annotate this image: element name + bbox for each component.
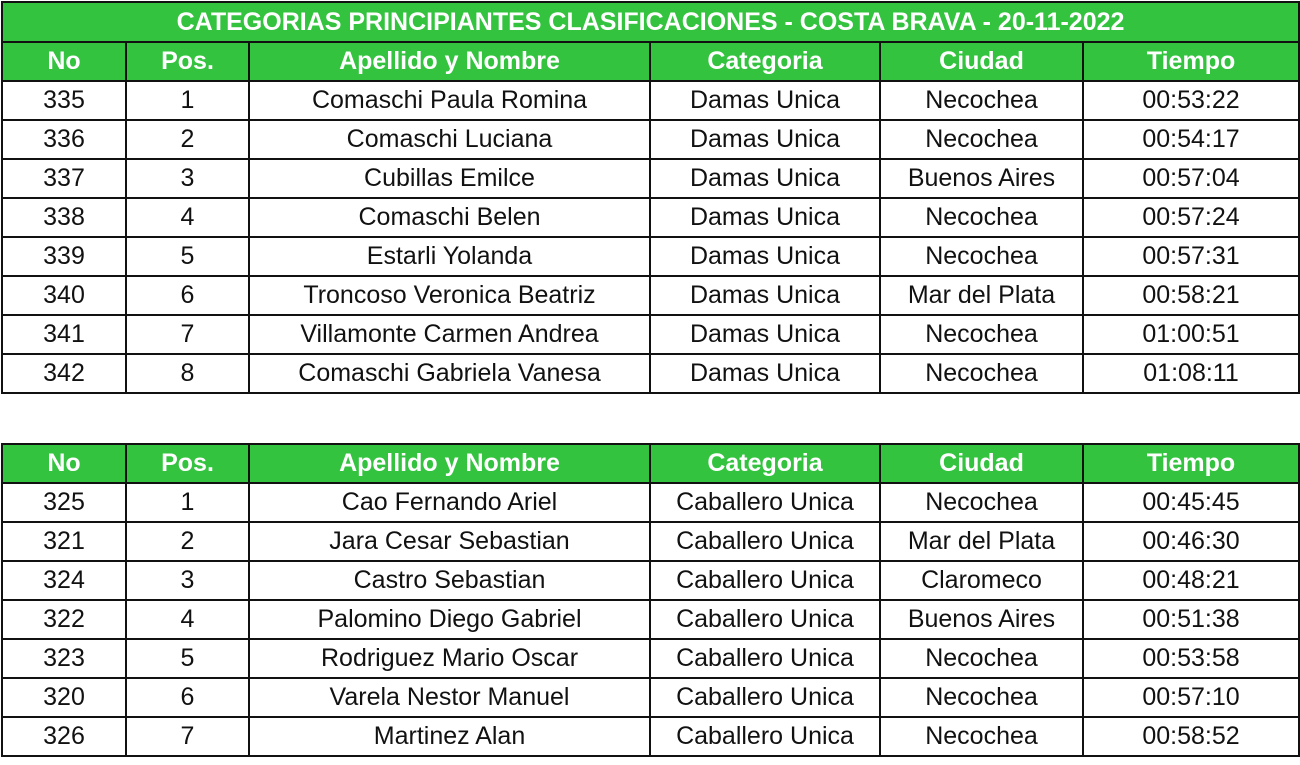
cell-no: 321 bbox=[2, 522, 126, 561]
cell-city: Necochea bbox=[880, 717, 1083, 756]
cell-time: 00:53:22 bbox=[1083, 81, 1299, 120]
table-row bbox=[2, 483, 1299, 522]
cell-time: 00:57:24 bbox=[1083, 198, 1299, 237]
table-row bbox=[2, 561, 1299, 600]
cell-category: Caballero Unica bbox=[650, 717, 880, 756]
cell-name: Jara Cesar Sebastian bbox=[249, 522, 650, 561]
cell-time: 01:00:51 bbox=[1083, 315, 1299, 354]
cell-name: Varela Nestor Manuel bbox=[249, 678, 650, 717]
table-row bbox=[2, 600, 1299, 639]
cell-time: 00:58:21 bbox=[1083, 276, 1299, 315]
table-row bbox=[2, 120, 1299, 159]
cell-time: 00:45:45 bbox=[1083, 483, 1299, 522]
cell-city: Buenos Aires bbox=[880, 159, 1083, 198]
cell-pos: 3 bbox=[126, 159, 249, 198]
column-header-time: Tiempo bbox=[1083, 42, 1299, 81]
column-header-no: No bbox=[2, 42, 126, 81]
cell-city: Necochea bbox=[880, 81, 1083, 120]
table-row bbox=[2, 159, 1299, 198]
cell-pos: 2 bbox=[126, 522, 249, 561]
cell-city: Claromeco bbox=[880, 561, 1083, 600]
cell-city: Necochea bbox=[880, 483, 1083, 522]
column-header-name: Apellido y Nombre bbox=[249, 444, 650, 483]
cell-category: Damas Unica bbox=[650, 81, 880, 120]
cell-no: 320 bbox=[2, 678, 126, 717]
column-header-pos: Pos. bbox=[126, 444, 249, 483]
results-table-damas bbox=[1, 1, 1300, 394]
column-header-name: Apellido y Nombre bbox=[249, 42, 650, 81]
cell-pos: 7 bbox=[126, 315, 249, 354]
cell-pos: 1 bbox=[126, 81, 249, 120]
sheet-title: CATEGORIAS PRINCIPIANTES CLASIFICACIONES - COSTA BRAVA - 20-11-2022 bbox=[2, 2, 1299, 42]
cell-no: 336 bbox=[2, 120, 126, 159]
cell-name: Comaschi Luciana bbox=[249, 120, 650, 159]
column-header-city: Ciudad bbox=[880, 444, 1083, 483]
results-table-caballeros bbox=[1, 443, 1300, 757]
cell-category: Damas Unica bbox=[650, 198, 880, 237]
cell-pos: 5 bbox=[126, 237, 249, 276]
cell-city: Necochea bbox=[880, 198, 1083, 237]
cell-no: 326 bbox=[2, 717, 126, 756]
cell-category: Damas Unica bbox=[650, 120, 880, 159]
cell-no: 341 bbox=[2, 315, 126, 354]
cell-name: Troncoso Veronica Beatriz bbox=[249, 276, 650, 315]
cell-pos: 4 bbox=[126, 600, 249, 639]
cell-pos: 6 bbox=[126, 276, 249, 315]
cell-time: 00:51:38 bbox=[1083, 600, 1299, 639]
cell-no: 339 bbox=[2, 237, 126, 276]
cell-no: 325 bbox=[2, 483, 126, 522]
cell-category: Damas Unica bbox=[650, 276, 880, 315]
cell-name: Rodriguez Mario Oscar bbox=[249, 639, 650, 678]
table-row bbox=[2, 522, 1299, 561]
column-header-city: Ciudad bbox=[880, 42, 1083, 81]
cell-no: 342 bbox=[2, 354, 126, 393]
cell-city: Necochea bbox=[880, 678, 1083, 717]
cell-time: 00:57:10 bbox=[1083, 678, 1299, 717]
cell-category: Damas Unica bbox=[650, 315, 880, 354]
cell-no: 337 bbox=[2, 159, 126, 198]
table-row bbox=[2, 354, 1299, 393]
cell-category: Caballero Unica bbox=[650, 678, 880, 717]
cell-name: Villamonte Carmen Andrea bbox=[249, 315, 650, 354]
cell-category: Damas Unica bbox=[650, 237, 880, 276]
cell-city: Buenos Aires bbox=[880, 600, 1083, 639]
table-row bbox=[2, 639, 1299, 678]
column-header-category: Categoria bbox=[650, 42, 880, 81]
cell-no: 324 bbox=[2, 561, 126, 600]
cell-pos: 8 bbox=[126, 354, 249, 393]
cell-name: Estarli Yolanda bbox=[249, 237, 650, 276]
table-row bbox=[2, 198, 1299, 237]
column-header-no: No bbox=[2, 444, 126, 483]
table-row bbox=[2, 717, 1299, 756]
column-header-pos: Pos. bbox=[126, 42, 249, 81]
cell-name: Cao Fernando Ariel bbox=[249, 483, 650, 522]
cell-name: Castro Sebastian bbox=[249, 561, 650, 600]
cell-pos: 4 bbox=[126, 198, 249, 237]
cell-city: Necochea bbox=[880, 315, 1083, 354]
table-row bbox=[2, 81, 1299, 120]
column-header-time: Tiempo bbox=[1083, 444, 1299, 483]
cell-category: Caballero Unica bbox=[650, 483, 880, 522]
column-header-category: Categoria bbox=[650, 444, 880, 483]
cell-name: Cubillas Emilce bbox=[249, 159, 650, 198]
table-row bbox=[2, 276, 1299, 315]
table-row bbox=[2, 678, 1299, 717]
cell-pos: 1 bbox=[126, 483, 249, 522]
cell-category: Caballero Unica bbox=[650, 561, 880, 600]
cell-time: 00:57:31 bbox=[1083, 237, 1299, 276]
cell-time: 00:57:04 bbox=[1083, 159, 1299, 198]
cell-pos: 5 bbox=[126, 639, 249, 678]
header-row bbox=[2, 42, 1299, 81]
cell-time: 00:48:21 bbox=[1083, 561, 1299, 600]
cell-pos: 3 bbox=[126, 561, 249, 600]
cell-no: 335 bbox=[2, 81, 126, 120]
cell-name: Palomino Diego Gabriel bbox=[249, 600, 650, 639]
cell-time: 00:53:58 bbox=[1083, 639, 1299, 678]
cell-time: 00:46:30 bbox=[1083, 522, 1299, 561]
table-body bbox=[2, 483, 1299, 756]
table-row bbox=[2, 237, 1299, 276]
cell-city: Necochea bbox=[880, 639, 1083, 678]
cell-name: Comaschi Paula Romina bbox=[249, 81, 650, 120]
cell-no: 338 bbox=[2, 198, 126, 237]
table-row bbox=[2, 315, 1299, 354]
cell-no: 340 bbox=[2, 276, 126, 315]
cell-pos: 7 bbox=[126, 717, 249, 756]
cell-category: Caballero Unica bbox=[650, 522, 880, 561]
cell-name: Comaschi Belen bbox=[249, 198, 650, 237]
title-row bbox=[2, 2, 1299, 42]
cell-time: 00:54:17 bbox=[1083, 120, 1299, 159]
header-row bbox=[2, 444, 1299, 483]
cell-pos: 6 bbox=[126, 678, 249, 717]
table-body bbox=[2, 81, 1299, 393]
cell-category: Damas Unica bbox=[650, 159, 880, 198]
cell-city: Mar del Plata bbox=[880, 276, 1083, 315]
cell-name: Comaschi Gabriela Vanesa bbox=[249, 354, 650, 393]
cell-pos: 2 bbox=[126, 120, 249, 159]
cell-city: Necochea bbox=[880, 354, 1083, 393]
cell-no: 323 bbox=[2, 639, 126, 678]
cell-name: Martinez Alan bbox=[249, 717, 650, 756]
cell-category: Damas Unica bbox=[650, 354, 880, 393]
cell-category: Caballero Unica bbox=[650, 600, 880, 639]
cell-category: Caballero Unica bbox=[650, 639, 880, 678]
cell-city: Necochea bbox=[880, 120, 1083, 159]
cell-city: Mar del Plata bbox=[880, 522, 1083, 561]
cell-city: Necochea bbox=[880, 237, 1083, 276]
cell-no: 322 bbox=[2, 600, 126, 639]
cell-time: 01:08:11 bbox=[1083, 354, 1299, 393]
cell-time: 00:58:52 bbox=[1083, 717, 1299, 756]
